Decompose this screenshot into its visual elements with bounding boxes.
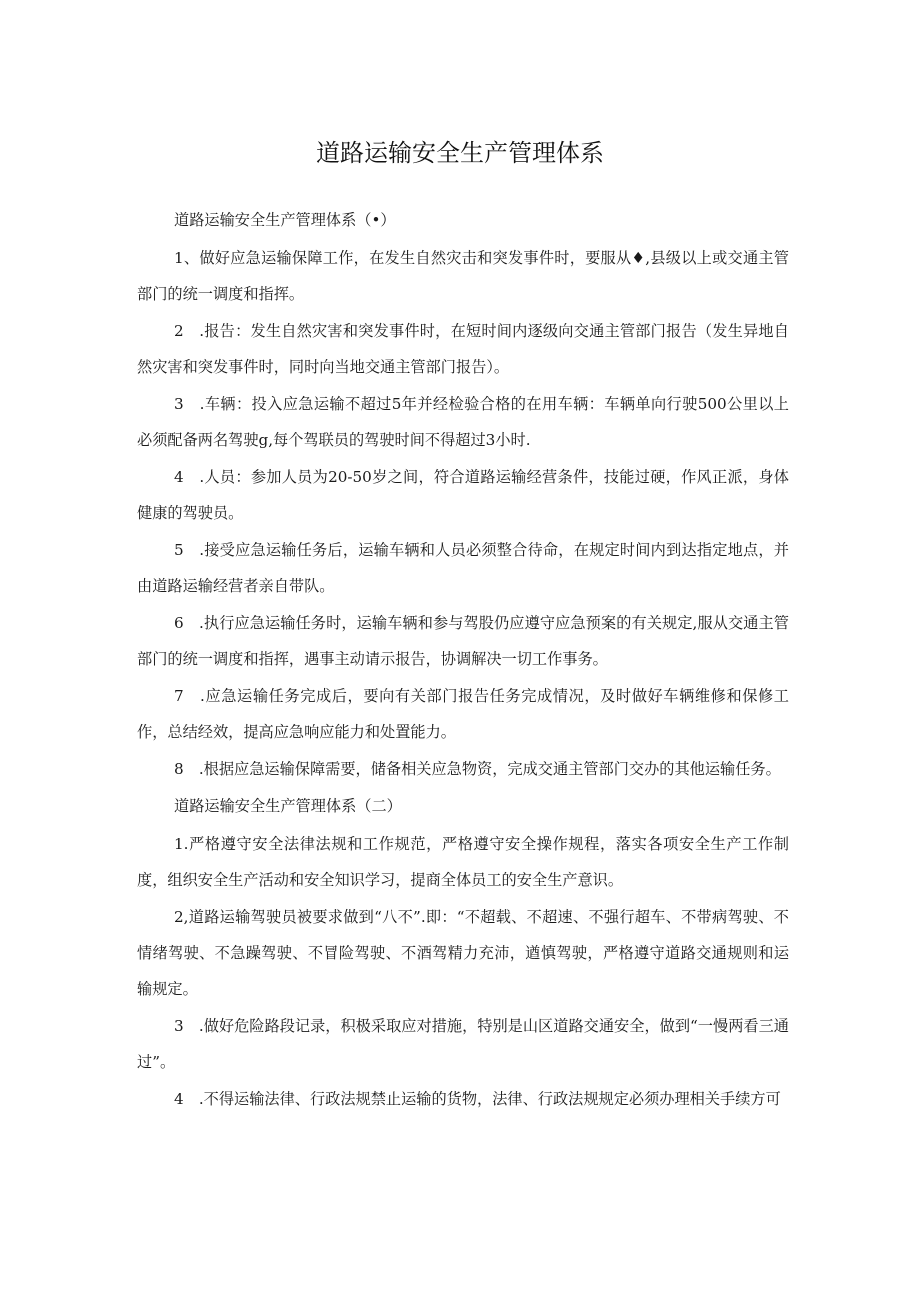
document-title: 道路运输安全生产管理体系 xyxy=(316,139,604,167)
section1-item-8: 8 .根据应急运输保障需要，储备相关应急物资，完成交通主管部门交办的其他运输任务。 xyxy=(174,760,781,778)
section1-item-1: 1、做好应急运输保障工作，在发生自然灾击和突发事件时，要服从♦,县级以上或交通主管部门的统一调度和指挥。 xyxy=(137,249,789,303)
section2-item-3: 3 .做好危险路段记录，积极采取应对措施，特别是山区道路交通安全，做到“一慢两看三通过”。 xyxy=(137,1017,789,1071)
section1-item-2: 2 .报告：发生自然灾害和突发事件时，在短时间内逐级向交通主管部门报告（发生异地自然灾害和突发事件时，同时向当地交通主管部门报告）。 xyxy=(137,322,789,376)
document-body xyxy=(137,202,789,1118)
section2-item-2: 2,道路运输驾驶员被要求做到“八不”.即：“不超载、不超速、不强行超车、不带病驾驶、不情绪驾驶、不急躁驾驶、不冒险驾驶、不酒驾精力充沛，遒慎驾驶，严格遵守道路交通规则和运输规定。 xyxy=(137,908,789,998)
section1-item-5: 5 .接受应急运输任务后，运输车辆和人员必须整合待命，在规定时间内到达指定地点，并由道路运输经营者亲自带队。 xyxy=(137,541,789,595)
section2-item-4: 4 .不得运输法律、行政法规禁止运输的货物，法律、行政法规规定必须办理相关手续方可 xyxy=(174,1090,781,1108)
section1-item-3: 3 .车辆：投入应急运输不超过5年并经检验合格的在用车辆：车辆单向行驶500公里以上必须配备两名驾驶g,每个驾联员的驾驶时间不得超过3小时. xyxy=(137,395,789,449)
section1-item-4: 4 .人员：参加人员为20-50岁之间，符合道路运输经营条件，技能过硬，作风正派，身体健康的驾驶员。 xyxy=(137,468,789,522)
section1-item-6: 6 .执行应急运输任务时，运输车辆和参与驾股仍应遵守应急预案的有关规定,服从交通主管部门的统一调度和指挥，遇事主动请示报告，协调解决一切工作事务。 xyxy=(137,614,789,668)
section1-item-7: 7 .应急运输任务完成后，要向有关部门报告任务完成情况，及时做好车辆维修和保修工作，总结经效，提高应急响应能力和处置能力。 xyxy=(137,687,789,741)
section2-heading: 道路运输安全生产管理体系（二） xyxy=(174,797,402,815)
section1-heading: 道路运输安全生产管理体系（•） xyxy=(174,211,396,229)
section2-item-1: 1.严格遵守安全法律法规和工作规范，严格遵守安全操作规程，落实各项安全生产工作制度，组织安全生产活动和安全知识学习，提商全体员工的安全生产意识。 xyxy=(137,835,789,889)
